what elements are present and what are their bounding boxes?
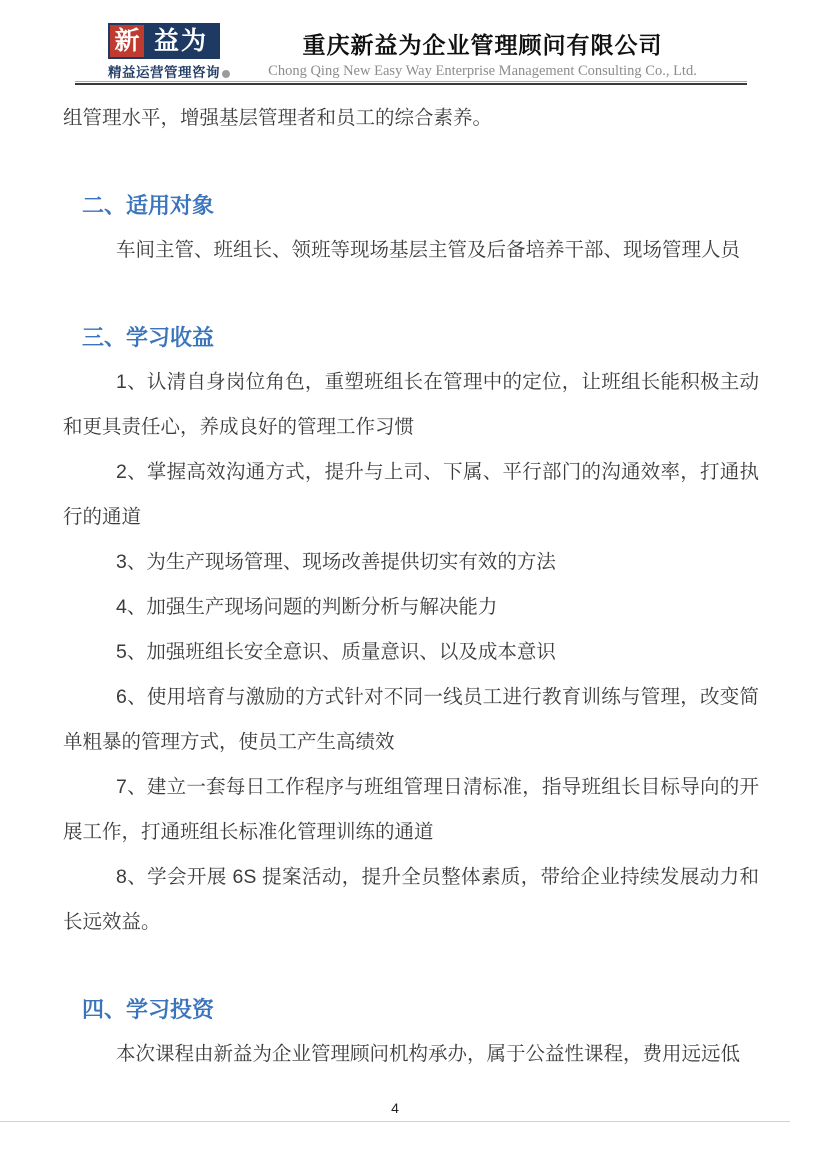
footer-divider xyxy=(0,1121,790,1122)
paragraph-audience: 车间主管、班组长、领班等现场基层主管及后备培养干部、现场管理人员 xyxy=(116,239,741,261)
logo-subtitle-row xyxy=(108,61,220,81)
benefit-item-6: 6、使用培育与激励的方式针对不同一线员工进行教育训练与管理，改变简单粗暴的管理方式，使员工产生高绩效 xyxy=(63,686,759,753)
logo-navy-block: 益为 xyxy=(144,25,218,57)
company-name-en: Chong Qing New Easy Way Enterprise Management Consulting Co., Ltd. xyxy=(268,63,697,79)
section-heading-investment: 四、学习投资 xyxy=(82,997,215,1022)
company-name-block xyxy=(220,23,745,80)
section-heading-audience: 二、适用对象 xyxy=(82,193,215,218)
page-number: 4 xyxy=(391,1100,399,1116)
document-body xyxy=(63,85,759,1077)
logo-red-block: 新 xyxy=(110,25,144,57)
benefit-item-1: 1、认清自身岗位角色，重塑班组长在管理中的定位，让班组长能积极主动和更具责任心，养成良好的管理工作习惯 xyxy=(63,371,759,438)
company-name-cn: 重庆新益为企业管理顾问有限公司 xyxy=(302,32,663,58)
logo-wordmark xyxy=(108,23,220,59)
benefit-item-3: 3、为生产现场管理、现场改善提供切实有效的方法 xyxy=(116,551,556,573)
page-header xyxy=(0,0,820,85)
paragraph-investment: 本次课程由新益为企业管理顾问机构承办，属于公益性课程，费用远远低 xyxy=(116,1043,741,1065)
intro-paragraph: 组管理水平，增强基层管理者和员工的综合素养。 xyxy=(63,107,493,129)
benefit-item-8: 8、学会开展 6S 提案活动，提升全员整体素质，带给企业持续发展动力和长远效益。 xyxy=(63,866,759,933)
header-inner xyxy=(108,23,745,80)
benefit-item-4: 4、加强生产现场问题的判断分析与解决能力 xyxy=(116,596,498,618)
benefit-item-2: 2、掌握高效沟通方式，提升与上司、下属、平行部门的沟通效率，打通执行的通道 xyxy=(63,461,759,528)
company-logo xyxy=(108,23,220,81)
logo-subtitle: 精益运营管理咨询 xyxy=(108,65,220,80)
section-heading-benefits: 三、学习收益 xyxy=(82,325,215,350)
benefit-item-5: 5、加强班组长安全意识、质量意识、以及成本意识 xyxy=(116,641,556,663)
benefit-item-7: 7、建立一套每日工作程序与班组管理日清标准，指导班组长目标导向的开展工作，打通班组长标准化管理训练的通道 xyxy=(63,776,759,843)
